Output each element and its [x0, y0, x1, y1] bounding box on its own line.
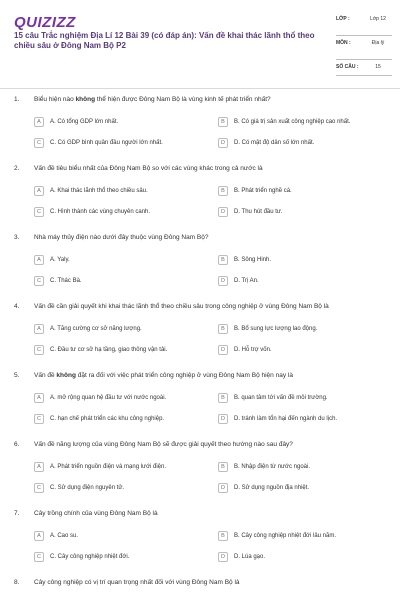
option-c[interactable] [34, 345, 167, 355]
option-letter-box: C [34, 276, 44, 286]
option-text: C. hạn chế phát triển các khu công nghiệp. [50, 416, 165, 422]
option-b[interactable] [218, 531, 336, 541]
option-letter-box: C [34, 483, 44, 493]
option-letter-box: D [218, 207, 228, 217]
option-text: B. Cây công nghiệp nhiệt đới lâu năm. [234, 533, 336, 539]
option-a[interactable] [34, 117, 118, 127]
question [0, 510, 400, 579]
question-text: Biểu hiện nào không thể hiện được Đông Nam Bộ là vùng kinh tế phát triển nhất? [34, 96, 271, 103]
option-text: C. Cây công nghiệp nhiệt đới. [50, 554, 130, 560]
option-b[interactable] [218, 117, 350, 127]
question-number: 4. [14, 303, 20, 310]
option-letter-box: A [34, 393, 44, 403]
option-letter-box: D [218, 483, 228, 493]
option-text: A. Có tổng GDP lớn nhất. [50, 119, 119, 125]
option-letter-box: B [218, 117, 228, 127]
count-value: 15 [375, 64, 381, 70]
option-text: D. Sử dụng nguồn địa nhiệt. [234, 485, 310, 491]
option-letter-box: A [34, 531, 44, 541]
option-d[interactable] [218, 138, 314, 148]
option-letter-box: B [218, 255, 228, 265]
question-text: Vấn đề năng lượng của vùng Đông Nam Bộ sẽ được giải quyết theo hướng nào sau đây? [34, 441, 293, 448]
question-number: 1. [14, 96, 20, 103]
meta-row-subject [336, 36, 392, 60]
question-emphasis: không [56, 372, 76, 379]
option-text: C. Đầu tư cơ sở hạ tầng, giao thông vận tải. [50, 347, 168, 353]
option-letter-box: B [218, 186, 228, 196]
question-number: 7. [14, 510, 20, 517]
option-text: D. Lúa gạo. [234, 554, 266, 560]
option-letter-box: B [218, 324, 228, 334]
question [0, 579, 400, 600]
option-text: B. Bổ sung lực lượng lao động. [234, 326, 318, 332]
question [0, 234, 400, 303]
count-label: SỐ CÂU : [336, 64, 359, 70]
option-text: B. quan tâm tới vấn đề môi trường. [234, 395, 328, 401]
question-text: Cây trồng chính của vùng Đông Nam Bộ là [34, 510, 158, 517]
question [0, 96, 400, 165]
option-letter-box: D [218, 414, 228, 424]
question-number: 8. [14, 579, 20, 586]
option-d[interactable] [218, 345, 272, 355]
option-letter-box: A [34, 186, 44, 196]
option-b[interactable] [218, 393, 328, 403]
option-d[interactable] [218, 483, 309, 493]
option-letter-box: D [218, 345, 228, 355]
option-letter-box: B [218, 531, 228, 541]
option-a[interactable] [34, 531, 78, 541]
question-number: 6. [14, 441, 20, 448]
option-a[interactable] [34, 462, 166, 472]
option-c[interactable] [34, 414, 164, 424]
option-letter-box: D [218, 138, 228, 148]
option-c[interactable] [34, 207, 150, 217]
option-a[interactable] [34, 186, 148, 196]
option-text: A. Yaly. [50, 257, 70, 263]
option-letter-box: B [218, 462, 228, 472]
option-b[interactable] [218, 186, 292, 196]
option-text: B. Có giá trị sản xuất công nghiệp cao nhất. [234, 119, 351, 125]
class-value: Lớp 12 [370, 16, 386, 22]
option-letter-box: A [34, 117, 44, 127]
quizizz-logo: QUIZIZZ [14, 14, 76, 31]
option-c[interactable] [34, 276, 82, 286]
option-d[interactable] [218, 414, 337, 424]
option-letter-box: A [34, 255, 44, 265]
option-text: D. Thu hút đầu tư. [234, 209, 283, 215]
option-text: C. Thác Bà. [50, 278, 82, 284]
option-a[interactable] [34, 255, 70, 265]
option-letter-box: D [218, 276, 228, 286]
question-text: Vấn đề không đặt ra đối với việc phát triển công nghiệp ở vùng Đông Nam Bộ hiện nay là [34, 372, 293, 379]
option-text: D. Hỗ trợ vốn. [234, 347, 272, 353]
option-text: A. mở rộng quan hệ đầu tư với nước ngoài. [50, 395, 167, 401]
option-text: B. Nhập điện từ nước ngoài. [234, 464, 311, 470]
option-letter-box: C [34, 552, 44, 562]
option-text: D. tránh làm tổn hại đến ngành du lịch. [234, 416, 338, 422]
option-letter-box: A [34, 324, 44, 334]
question-text: Nhà máy thủy điện nào dưới đây thuộc vùng Đông Nam Bộ? [34, 234, 209, 241]
option-a[interactable] [34, 324, 142, 334]
option-d[interactable] [218, 207, 283, 217]
option-d[interactable] [218, 552, 265, 562]
option-b[interactable] [218, 255, 271, 265]
option-c[interactable] [34, 552, 129, 562]
question-text: Vấn đề tiêu biểu nhất của Đông Nam Bộ so với các vùng khác trong cả nước là [34, 165, 263, 172]
meta-row-class [336, 12, 392, 36]
option-letter-box: C [34, 414, 44, 424]
option-text: D. Trị An. [234, 278, 259, 284]
option-c[interactable] [34, 483, 124, 493]
option-c[interactable] [34, 138, 163, 148]
option-d[interactable] [218, 276, 259, 286]
option-text: B. Sông Hinh. [234, 257, 272, 263]
option-letter-box: C [34, 207, 44, 217]
option-text: B. Phát triển nghề cá. [234, 188, 292, 194]
question [0, 303, 400, 372]
header-divider [0, 88, 400, 89]
option-b[interactable] [218, 324, 317, 334]
option-text: A. Cao su. [50, 533, 79, 539]
question [0, 441, 400, 510]
meta-table [336, 12, 392, 76]
page-title: 15 câu Trắc nghiệm Địa Lí 12 Bài 39 (có đáp án): Vấn đề khai thác lãnh thổ theo chiều sâu ở Đông Nam Bộ P2 [14, 31, 315, 51]
question [0, 165, 400, 234]
meta-row-count [336, 60, 392, 76]
question-number: 5. [14, 372, 20, 379]
option-text: C. Hình thành các vùng chuyên canh. [50, 209, 151, 215]
subject-label: MÔN : [336, 40, 351, 46]
option-text: A. Phát triển nguồn điện và mạng lưới điện. [50, 464, 167, 470]
question-text: Cây công nghiệp có vị trí quan trọng nhất đối với vùng Đông Nam Bộ là [34, 579, 240, 586]
option-text: C. Sử dụng điện nguyên tử. [50, 485, 125, 491]
option-letter-box: D [218, 552, 228, 562]
question-number: 2. [14, 165, 20, 172]
question-list [0, 96, 400, 600]
question-emphasis: không [75, 96, 96, 103]
option-b[interactable] [218, 462, 310, 472]
option-text: C. Có GDP bình quân đầu người lớn nhất. [50, 140, 163, 146]
option-text: A. Khai thác lãnh thổ theo chiều sâu. [50, 188, 148, 194]
option-letter-box: C [34, 138, 44, 148]
option-text: D. Có mật độ dân số lớn nhất. [234, 140, 315, 146]
question-number: 3. [14, 234, 20, 241]
option-text: A. Tăng cường cơ sở năng lượng. [50, 326, 142, 332]
question [0, 372, 400, 441]
class-label: LỚP : [336, 16, 350, 22]
option-letter-box: A [34, 462, 44, 472]
option-letter-box: C [34, 345, 44, 355]
question-text: Vấn đề cần giải quyết khi khai thác lãnh thổ theo chiều sâu trong công nghiệp ở vùng Đông Nam Bộ là [34, 303, 329, 310]
option-a[interactable] [34, 393, 166, 403]
subject-value: Địa lý [371, 40, 385, 46]
option-letter-box: B [218, 393, 228, 403]
